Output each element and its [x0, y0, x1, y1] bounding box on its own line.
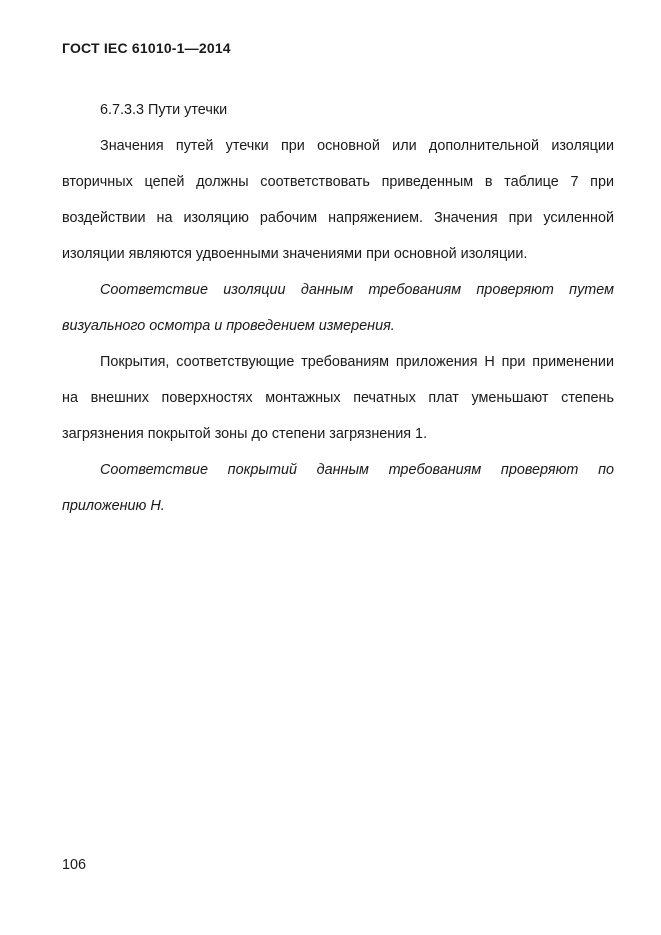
- page-number: 106: [62, 857, 87, 873]
- paragraph-coatings: Покрытия, соответствующие требованиям приложения Н при применении на внешних поверхностях монтажных печатных плат уменьшают степень загрязнения покрытой зоны до степени загрязнения 1.: [62, 354, 614, 442]
- paragraph-compliance-insulation: Соответствие изоляции данным требованиям проверяют путем визуального осмотра и проведением измерения.: [62, 282, 614, 334]
- paragraph-compliance-coatings: Соответствие покрытий данным требованиям проверяют по приложению Н.: [62, 462, 614, 514]
- paragraph-creepage-values: Значения путей утечки при основной или дополнительной изоляции вторичных цепей должны соответствовать приведенным в таблице 7 при воздействии на изоляцию рабочим напряжением. Значения при усиленной изоляции являются удвоенными значениями при основной изоляции.: [62, 138, 614, 262]
- section-heading: 6.7.3.3 Пути утечки: [100, 102, 228, 118]
- document-header: ГОСТ IEC 61010-1—2014: [62, 40, 231, 56]
- section-content: [62, 92, 614, 524]
